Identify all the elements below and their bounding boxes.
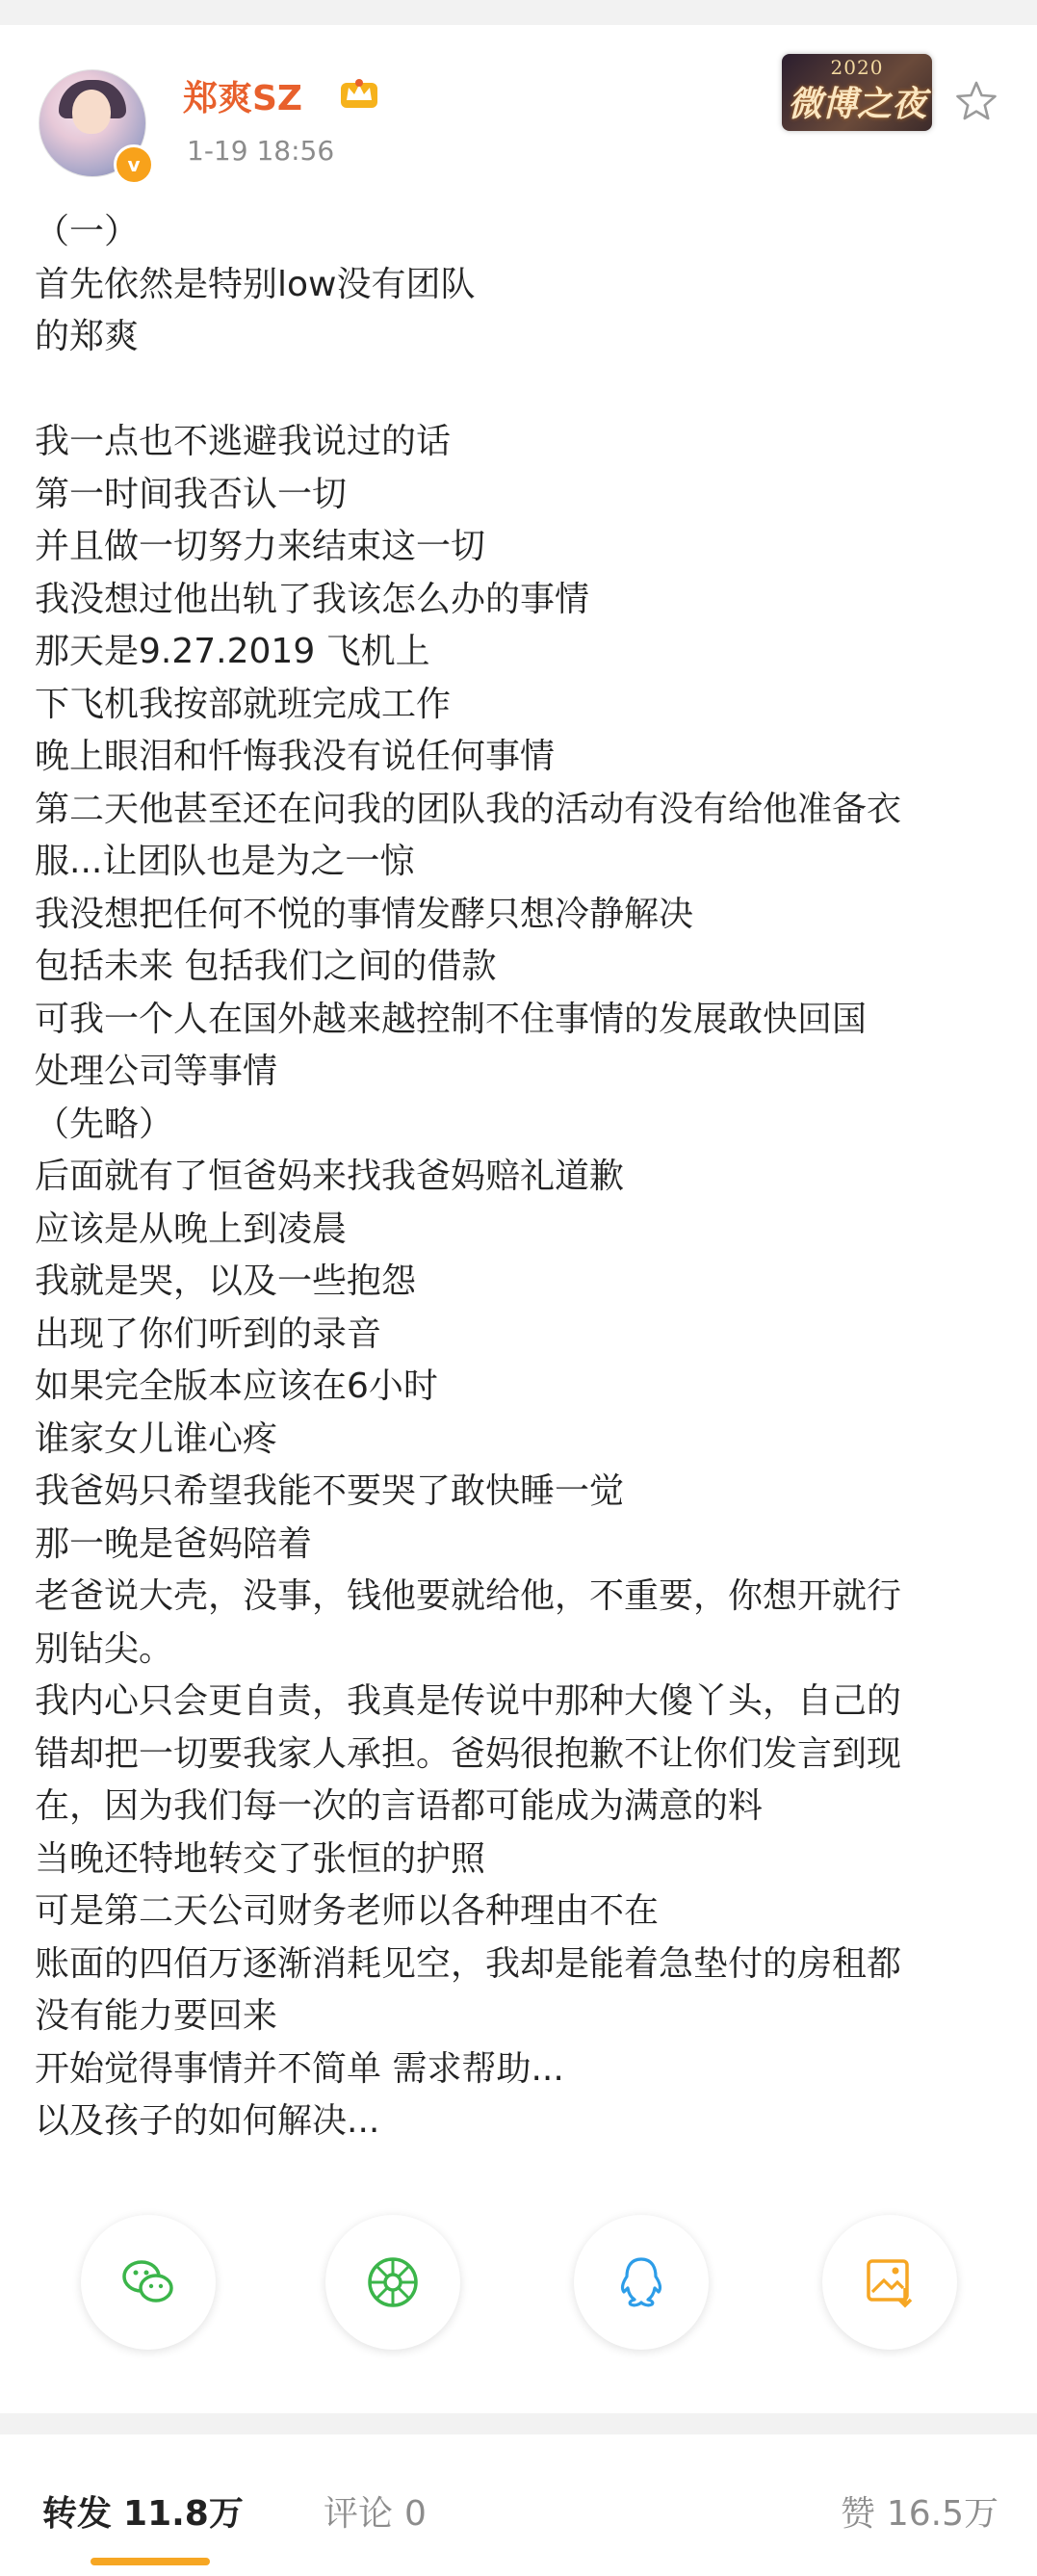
- post-timestamp: 1-19 18:56: [187, 135, 335, 167]
- wechat-icon: [119, 2253, 177, 2311]
- share-moments-button[interactable]: [325, 2215, 460, 2350]
- content-line: 谁家女儿谁心疼: [35, 1418, 278, 1459]
- content-line: 第二天他甚至还在问我的团队我的活动有没有给他准备衣: [35, 789, 902, 829]
- moments-icon: [364, 2253, 422, 2311]
- like-label: 赞: [840, 2494, 875, 2534]
- content-line: 当晚还特地转交了张恒的护照: [35, 1838, 486, 1879]
- share-wechat-button[interactable]: [81, 2215, 216, 2350]
- content-line: 错却把一切要我家人承担。爸妈很抱歉不让你们发言到现: [35, 1733, 902, 1774]
- content-line: 我没想把任何不悦的事情发酵只想冷静解决: [35, 894, 694, 934]
- content-line: 我没想过他出轨了我该怎么办的事情: [35, 579, 590, 619]
- comment-count: 0: [404, 2494, 427, 2534]
- content-line: 服...让团队也是为之一惊: [35, 842, 415, 881]
- content-line: 开始觉得事情并不简单 需求帮助...: [35, 2048, 564, 2089]
- interaction-tabs: [0, 2434, 1037, 2576]
- username[interactable]: 郑爽SZ: [183, 79, 303, 118]
- repost-count: 11.8万: [123, 2494, 244, 2534]
- tab-comment[interactable]: [324, 2486, 427, 2536]
- content-line: 以及孩子的如何解决...: [35, 2101, 380, 2141]
- share-bar: [0, 2215, 1037, 2350]
- content-line: 在，因为我们每一次的言语都可能成为满意的料: [35, 1786, 764, 1826]
- content-line: 别钻尖。: [35, 1628, 174, 1669]
- content-line: 包括未来 包括我们之间的借款: [35, 947, 497, 986]
- content-line: 老爸说大壳，没事，钱他要就给他，不重要，你想开就行: [35, 1576, 902, 1616]
- vip-crown-icon: [339, 75, 379, 112]
- save-image-button[interactable]: [822, 2215, 957, 2350]
- content-line: 并且做一切努力来结束这一切: [35, 527, 486, 566]
- content-line: 我内心只会更自责，我真是传说中那种大傻丫头，自己的: [35, 1681, 902, 1721]
- content-line: 如果完全版本应该在6小时: [35, 1366, 438, 1406]
- content-line: [35, 364, 1007, 417]
- content-line: 应该是从晚上到凌晨: [35, 1209, 348, 1249]
- tab-repost[interactable]: [42, 2486, 244, 2536]
- content-line: 出现了你们听到的录音: [35, 1314, 382, 1354]
- content-line: 后面就有了恒爸妈来找我爸妈赔礼道歉: [35, 1157, 625, 1196]
- content-line: 我爸妈只希望我能不要哭了敢快睡一觉: [35, 1471, 625, 1511]
- avatar-face: [72, 90, 111, 134]
- content-line: 那一晚是爸妈陪着: [35, 1523, 313, 1564]
- content-line: 我一点也不逃避我说过的话: [35, 422, 452, 461]
- active-tab-indicator: [91, 2558, 210, 2565]
- qq-icon: [612, 2253, 670, 2311]
- content-line: 账面的四佰万逐渐消耗见空，我却是能着急垫付的房租都: [35, 1943, 902, 1984]
- event-year: 2020: [830, 56, 884, 79]
- content-line: 可是第二天公司财务老师以各种理由不在: [35, 1891, 660, 1931]
- comment-label: 评论: [324, 2494, 394, 2534]
- content-line: 的郑爽: [35, 317, 140, 356]
- post-content: [35, 206, 1007, 2148]
- section-divider: [0, 2413, 1037, 2434]
- event-name: 微博之夜: [787, 84, 926, 124]
- top-background-strip: [0, 0, 1037, 25]
- content-line: 首先依然是特别low没有团队: [35, 264, 476, 304]
- save-image-icon: [861, 2253, 919, 2311]
- verified-badge-icon: v: [114, 144, 154, 185]
- like-count: 16.5万: [886, 2494, 998, 2534]
- content-line: （先略）: [35, 1104, 174, 1144]
- content-line: 处理公司等事情: [35, 1052, 278, 1091]
- content-line: （一）: [35, 212, 140, 251]
- content-line: 晚上眼泪和忏悔我没有说任何事情: [35, 737, 556, 776]
- content-line: 我就是哭，以及一些抱怨: [35, 1262, 417, 1301]
- weibo-night-event-badge[interactable]: [782, 54, 932, 131]
- share-qq-button[interactable]: [574, 2215, 709, 2350]
- content-line: 那天是9.27.2019 飞机上: [35, 632, 430, 671]
- content-line: 可我一个人在国外越来越控制不住事情的发展敢快回国: [35, 999, 868, 1039]
- content-line: 第一时间我否认一切: [35, 474, 348, 514]
- content-line: 没有能力要回来: [35, 1996, 278, 2036]
- tab-like[interactable]: [841, 2486, 998, 2536]
- content-line: 下飞机我按部就班完成工作: [35, 684, 452, 724]
- star-icon[interactable]: [953, 79, 999, 125]
- repost-label: 转发: [42, 2494, 113, 2534]
